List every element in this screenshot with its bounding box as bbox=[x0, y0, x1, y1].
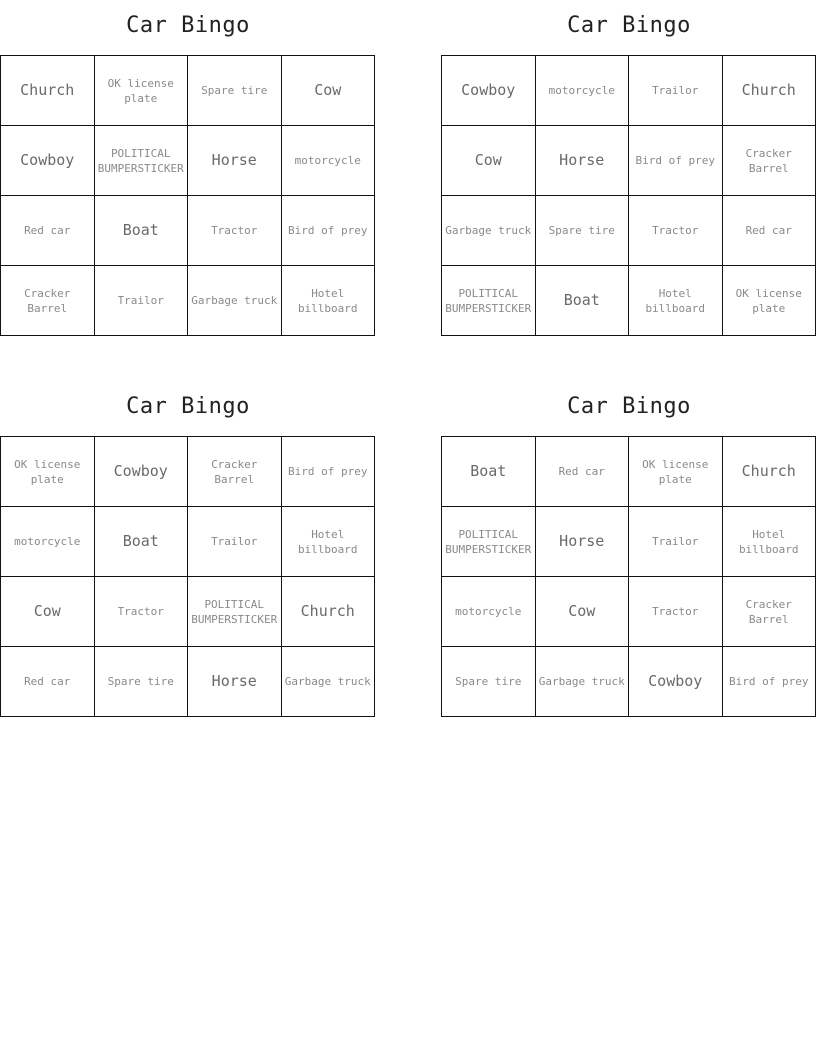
bingo-card-4 bbox=[441, 381, 816, 717]
bingo-cell: Garbage truck bbox=[188, 266, 282, 336]
card-title: Car Bingo bbox=[567, 394, 691, 419]
bingo-cell: Boat bbox=[95, 196, 189, 266]
bingo-cell: Bird of prey bbox=[282, 196, 376, 266]
bingo-cell: Trailor bbox=[95, 266, 189, 336]
bingo-cell: motorcycle bbox=[536, 56, 630, 126]
bingo-cell: Spare tire bbox=[188, 56, 282, 126]
bingo-cell: OK license plate bbox=[629, 437, 723, 507]
bingo-grid bbox=[0, 436, 375, 717]
bingo-cell: Cow bbox=[282, 56, 376, 126]
bingo-cell: POLITICAL BUMPERSTICKER bbox=[442, 266, 536, 336]
bingo-cell: Tractor bbox=[188, 196, 282, 266]
bingo-cell: Bird of prey bbox=[629, 126, 723, 196]
bingo-cell: Hotel billboard bbox=[723, 507, 816, 577]
bingo-cell: Trailor bbox=[629, 507, 723, 577]
bingo-cell: Red car bbox=[723, 196, 816, 266]
bingo-card-2 bbox=[441, 0, 816, 336]
bingo-cell: Spare tire bbox=[95, 647, 189, 717]
card-title: Car Bingo bbox=[126, 13, 250, 38]
bingo-cell: Hotel billboard bbox=[629, 266, 723, 336]
bingo-cell: Bird of prey bbox=[282, 437, 376, 507]
card-title: Car Bingo bbox=[126, 394, 250, 419]
bingo-cell: Hotel billboard bbox=[282, 266, 376, 336]
bingo-cell: Horse bbox=[536, 507, 630, 577]
bingo-cell: motorcycle bbox=[282, 126, 376, 196]
bingo-cell: Cracker Barrel bbox=[723, 126, 816, 196]
bingo-cell: POLITICAL BUMPERSTICKER bbox=[188, 577, 282, 647]
bingo-cell: Cowboy bbox=[442, 56, 536, 126]
bingo-card-3 bbox=[0, 381, 376, 717]
bingo-cell: Cow bbox=[536, 577, 630, 647]
bingo-cell: POLITICAL BUMPERSTICKER bbox=[95, 126, 189, 196]
bingo-cell: OK license plate bbox=[723, 266, 816, 336]
bingo-cell: Red car bbox=[1, 196, 95, 266]
bingo-cell: Garbage truck bbox=[536, 647, 630, 717]
bingo-cell: Church bbox=[1, 56, 95, 126]
bingo-cell: OK license plate bbox=[1, 437, 95, 507]
bingo-grid bbox=[441, 436, 816, 717]
bingo-cell: POLITICAL BUMPERSTICKER bbox=[442, 507, 536, 577]
bingo-cell: Cracker Barrel bbox=[723, 577, 816, 647]
bingo-cell: Bird of prey bbox=[723, 647, 816, 717]
bingo-cell: Tractor bbox=[629, 577, 723, 647]
bingo-cell: motorcycle bbox=[1, 507, 95, 577]
bingo-cell: Spare tire bbox=[442, 647, 536, 717]
bingo-cell: Hotel billboard bbox=[282, 507, 376, 577]
bingo-cell: Tractor bbox=[95, 577, 189, 647]
bingo-cell: Boat bbox=[95, 507, 189, 577]
bingo-cell: Cowboy bbox=[95, 437, 189, 507]
bingo-cell: Church bbox=[723, 437, 816, 507]
bingo-cell: Tractor bbox=[629, 196, 723, 266]
bingo-grid bbox=[0, 55, 375, 336]
bingo-cell: motorcycle bbox=[442, 577, 536, 647]
bingo-cell: Cowboy bbox=[629, 647, 723, 717]
card-title: Car Bingo bbox=[567, 13, 691, 38]
bingo-cell: Cracker Barrel bbox=[188, 437, 282, 507]
bingo-cell: Trailor bbox=[188, 507, 282, 577]
bingo-cell: Horse bbox=[188, 647, 282, 717]
bingo-cell: Cow bbox=[1, 577, 95, 647]
bingo-cell: Church bbox=[723, 56, 816, 126]
bingo-cell: Trailor bbox=[629, 56, 723, 126]
bingo-grid bbox=[441, 55, 816, 336]
bingo-cell: Boat bbox=[442, 437, 536, 507]
bingo-cell: Cracker Barrel bbox=[1, 266, 95, 336]
bingo-cell: Horse bbox=[536, 126, 630, 196]
bingo-cell: Boat bbox=[536, 266, 630, 336]
bingo-cell: OK license plate bbox=[95, 56, 189, 126]
bingo-cell: Church bbox=[282, 577, 376, 647]
bingo-cell: Spare tire bbox=[536, 196, 630, 266]
bingo-cell: Red car bbox=[1, 647, 95, 717]
bingo-cell: Cowboy bbox=[1, 126, 95, 196]
bingo-card-1 bbox=[0, 0, 376, 336]
bingo-cell: Cow bbox=[442, 126, 536, 196]
bingo-cell: Garbage truck bbox=[282, 647, 376, 717]
bingo-cell: Horse bbox=[188, 126, 282, 196]
bingo-cell: Red car bbox=[536, 437, 630, 507]
bingo-cell: Garbage truck bbox=[442, 196, 536, 266]
